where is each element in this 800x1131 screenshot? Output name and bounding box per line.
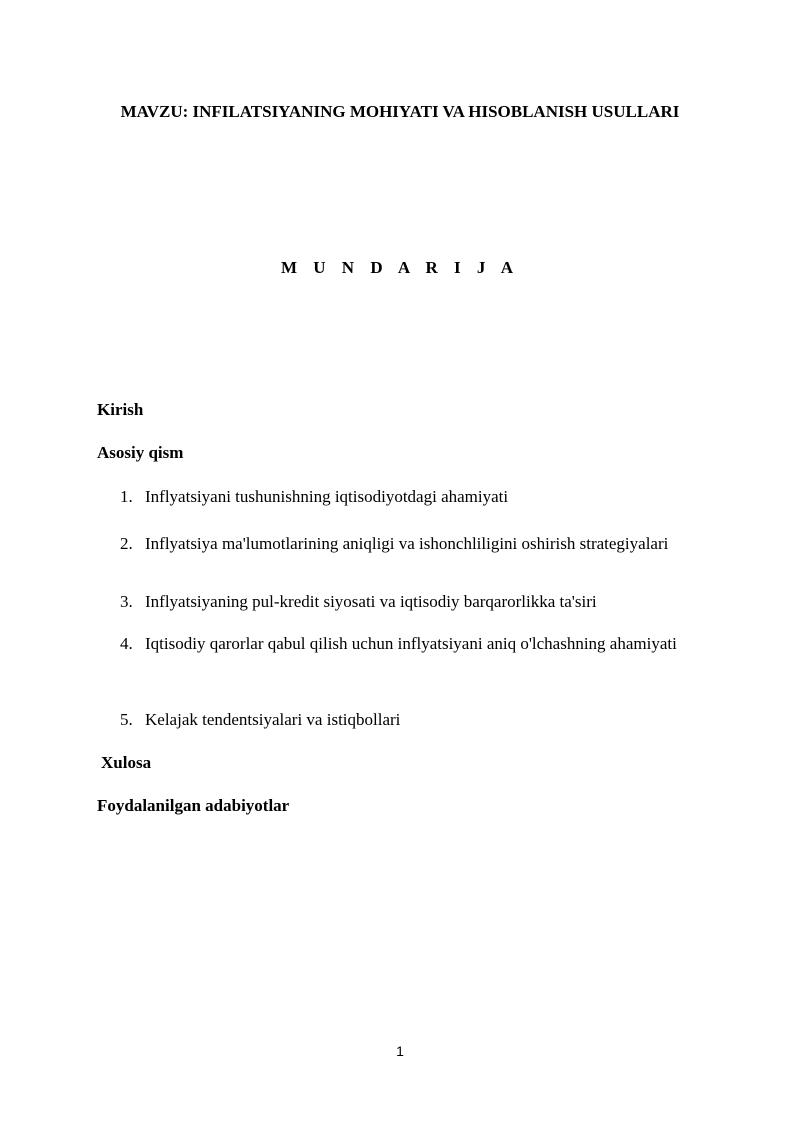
toc-item-number: 5. [120,710,133,729]
toc-item-text: Inflyatsiyaning pul-kredit siyosati va iqtisodiy barqarorlikka ta'siri [145,592,597,611]
toc-item-number: 1. [120,487,133,506]
toc-item-number: 3. [120,592,133,611]
toc-item-text: Kelajak tendentsiyalari va istiqbollari [145,710,401,729]
toc-item-text: Inflyatsiyani tushunishning iqtisodiyotdagi ahamiyati [145,487,509,506]
section-introduction: Kirish [97,400,144,419]
toc-item [120,628,680,660]
table-of-contents-heading: M U N D A R I J A [280,258,519,277]
page-number: 1 [396,1043,404,1059]
toc-item-number: 4. [120,634,133,653]
toc-item-text: Iqtisodiy qarorlar qabul qilish uchun inflyatsiyani aniq o'lchashning ahamiyati [145,634,677,653]
toc-item [120,590,680,614]
toc-item [120,485,680,509]
toc-item-number: 2. [120,534,133,553]
toc-item [120,532,680,555]
toc-item-text: Inflyatsiya ma'lumotlarining aniqligi va ishonchliligini oshirish strategiyalari [145,534,669,553]
section-conclusion: Xulosa [101,753,152,772]
toc-item [120,708,680,732]
section-main-part: Asosiy qism [97,443,184,462]
section-references: Foydalanilgan adabiyotlar [97,796,290,815]
document-title: MAVZU: INFILATSIYANING MOHIYATI VA HISOBLANISH USULLARI [120,102,680,121]
